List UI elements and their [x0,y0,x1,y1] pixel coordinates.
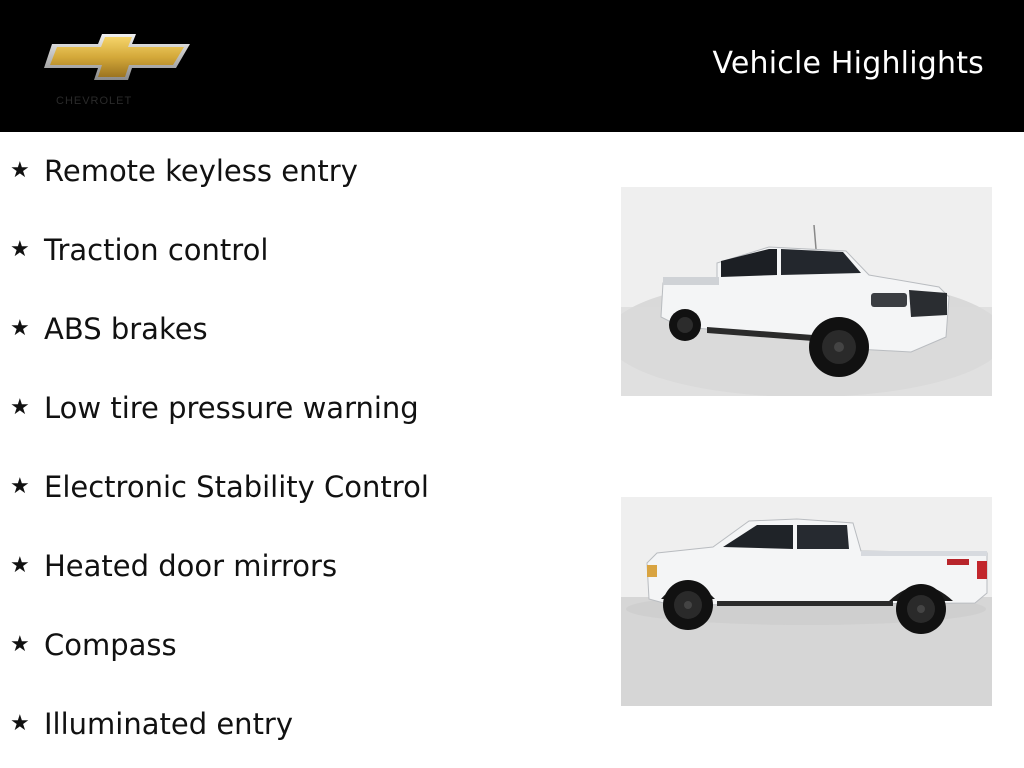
page-title: Vehicle Highlights [712,46,984,81]
star-icon: ★ [10,632,30,657]
feature-label: Heated door mirrors [44,549,338,583]
truck-front-three-quarter-photo [621,187,992,396]
star-icon: ★ [10,158,30,183]
feature-item [10,148,600,227]
star-icon: ★ [10,711,30,736]
feature-item [10,227,600,306]
feature-item [10,385,600,464]
feature-item [10,701,600,768]
feature-list [10,148,600,768]
star-icon: ★ [10,395,30,420]
feature-label: Illuminated entry [44,707,294,741]
star-icon: ★ [10,316,30,341]
feature-label: Low tire pressure warning [44,391,419,425]
star-icon: ★ [10,237,30,262]
star-icon: ★ [10,553,30,578]
feature-label: Remote keyless entry [44,154,358,188]
feature-item [10,543,600,622]
header-bar [0,0,1024,132]
feature-item [10,464,600,543]
feature-label: ABS brakes [44,312,208,346]
chevrolet-wordmark: CHEVROLET [56,95,133,107]
feature-item [10,306,600,385]
feature-label: Electronic Stability Control [44,470,429,504]
star-icon: ★ [10,474,30,499]
truck-side-profile-photo [621,497,992,706]
feature-label: Compass [44,628,177,662]
feature-label: Traction control [44,233,269,267]
feature-item [10,622,600,701]
chevrolet-bowtie-logo [44,32,194,112]
